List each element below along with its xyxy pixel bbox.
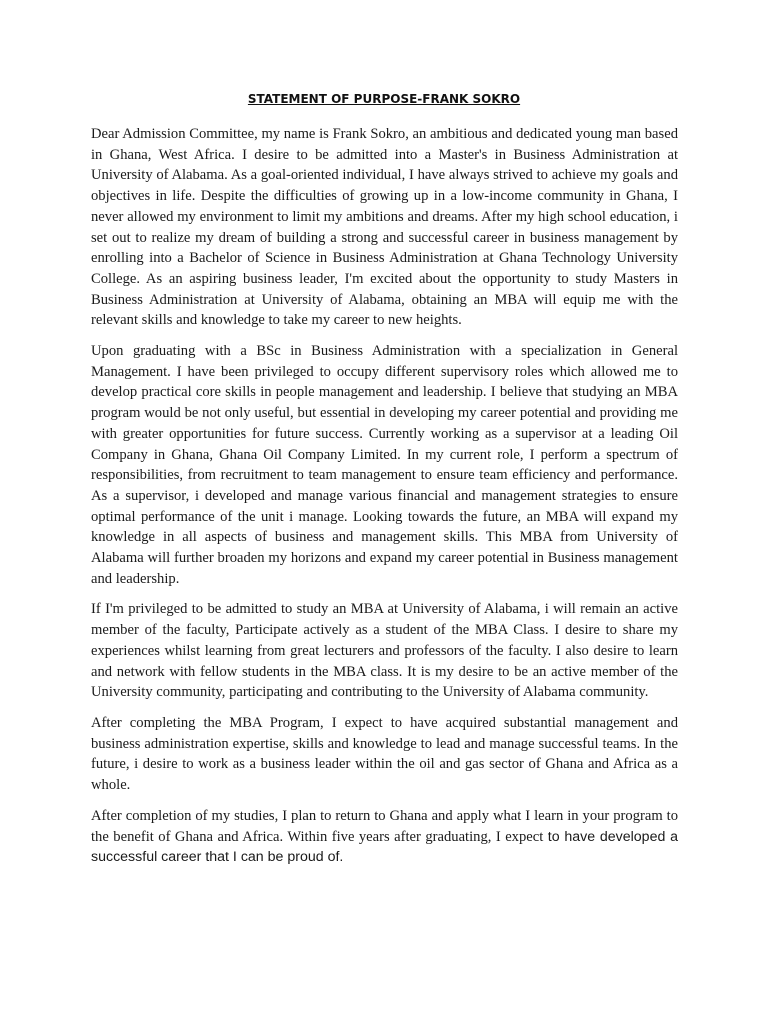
document-body — [91, 124, 678, 878]
document-title: STATEMENT OF PURPOSE-FRANK SOKRO — [247, 92, 521, 106]
paragraph-introduction: Dear Admission Committee, my name is Frank Sokro, an ambitious and dedicated young man based in Ghana, West Africa. I desire to be admitted into a Master's in Business Administration at University of Alabama. As a goal-oriented individual, I have always strived to achieve my goals and objectives in life. Despite the difficulties of growing up in a low-income community in Ghana, I never allowed my environment to limit my ambitions and dreams. After my high school education, i set out to realize my dream of building a strong and successful career in business management by enrolling into a Bachelor of Science in Business Administration at Ghana Technology University College. As an aspiring business leader, I'm excited about the opportunity to study Masters in Business Administration at University of Alabama, obtaining an MBA will equip me with the relevant skills and knowledge to take my career to new heights. — [91, 126, 678, 329]
paragraph-conclusion-sans-text: to have developed a successful career that I can be proud of. — [91, 828, 678, 866]
paragraph-expectations: After completing the MBA Program, I expect to have acquired substantial management and business administration expertise, skills and knowledge to lead and manage successful teams. In the future, i desire to work as a business leader within the oil and gas sector of Ghana and Africa as a whole. — [91, 714, 678, 794]
paragraph-participation: If I'm privileged to be admitted to study an MBA at University of Alabama, i will remain an active member of the faculty, Participate actively as a student of the MBA Class. I desire to share my experiences whilst learning from great lecturers and professors of the faculty. I also desire to learn and network with fellow students in the MBA class. It is my desire to be an active member of the University community, participating and contributing to the University of Alabama community. — [91, 601, 678, 701]
paragraph-conclusion — [91, 806, 678, 868]
paragraph-experience: Upon graduating with a BSc in Business Administration with a specialization in General Management. I have been privileged to occupy different supervisory roles which allowed me to develop practical core skills in people management and leadership. I believe that studying an MBA program would be not only useful, but essential in developing my career potential and providing me with greater opportunities for future success. Currently working as a supervisor at a leading Oil Company in Ghana, Ghana Oil Company Limited. In my current role, I perform a spectrum of responsibilities, from recruitment to team management to ensure team efficiency and performance. As a supervisor, i developed and manage various financial and management strategies to ensure optimal performance of the unit i manage. Looking towards the future, an MBA will expand my knowledge in all aspects of business and management skills. This MBA from University of Alabama will further broaden my horizons and expand my career potential in Business management and leadership. — [91, 343, 678, 587]
paragraph-conclusion-serif-text: After completion of my studies, I plan to return to Ghana and apply what I learn in your program to the benefit of Ghana and Africa. Within five years after graduating, I expect — [91, 807, 678, 845]
